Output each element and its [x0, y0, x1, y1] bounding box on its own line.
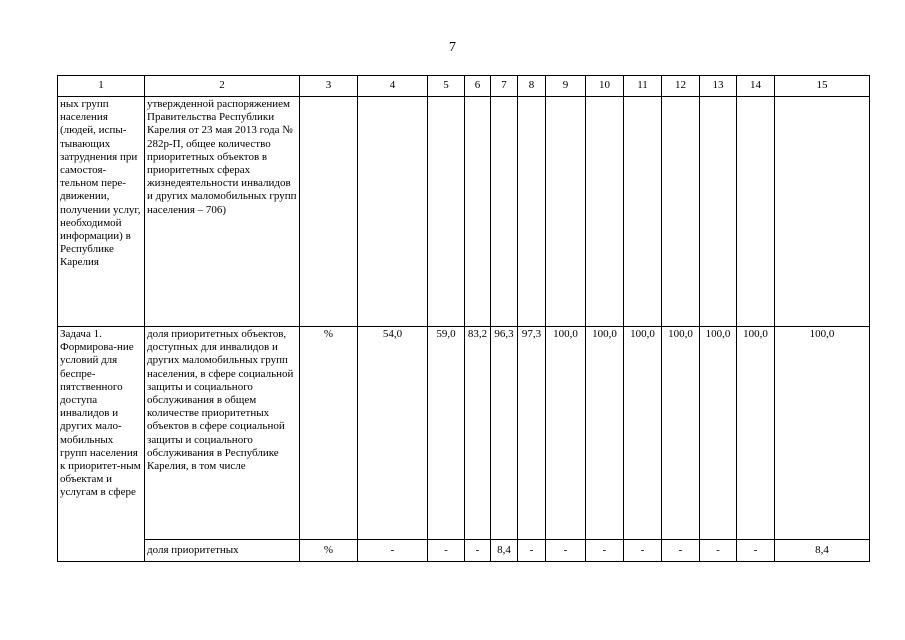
column-header: 12: [662, 76, 700, 97]
value-cell: [546, 97, 586, 327]
value-cell: [700, 97, 737, 327]
column-header: 15: [775, 76, 870, 97]
indicator-cell: доля приоритетных объектов, доступных для инвалидов и других маломобильных групп населения, в сфере социальной защиты и социального обслуживания в общем количестве приоритетных объектов в сфере социальной защиты и социального обслуживания в Республике Карелия, в том числе: [145, 327, 300, 540]
value-cell: [465, 97, 491, 327]
value-cell: 100,0: [700, 327, 737, 540]
value-cell: 8,4: [775, 540, 870, 562]
value-cell: [624, 97, 662, 327]
table-header-row: [58, 76, 870, 97]
value-cell: -: [586, 540, 624, 562]
value-cell: 100,0: [662, 327, 700, 540]
value-cell: 54,0: [358, 327, 428, 540]
value-cell: -: [662, 540, 700, 562]
column-header: 8: [518, 76, 546, 97]
column-header: 14: [737, 76, 775, 97]
value-cell: [518, 97, 546, 327]
indicator-cell: утвержденной распоряжением Правительства Республики Карелия от 23 мая 2013 года № 282р-П, общее количество приоритетных объектов в приоритетных сферах жизнедеятельности инвалидов и других маломобильных групп населения – 706): [145, 97, 300, 327]
value-cell: 100,0: [775, 327, 870, 540]
task-cell: Задача 1. Формирова-ние условий для беспре-пятственного доступа инвалидов и других мало-мобильных групп населения к приоритет-ным объектам и услугам в сфере: [58, 327, 145, 562]
value-cell: 100,0: [624, 327, 662, 540]
unit-cell: [300, 97, 358, 327]
column-header: 9: [546, 76, 586, 97]
value-cell: 83,2: [465, 327, 491, 540]
indicators-table: [57, 75, 870, 562]
value-cell: 100,0: [546, 327, 586, 540]
value-cell: [737, 97, 775, 327]
value-cell: 59,0: [428, 327, 465, 540]
value-cell: -: [465, 540, 491, 562]
value-cell: -: [428, 540, 465, 562]
column-header: 13: [700, 76, 737, 97]
unit-cell: %: [300, 540, 358, 562]
column-header: 7: [491, 76, 518, 97]
value-cell: [428, 97, 465, 327]
value-cell: [775, 97, 870, 327]
value-cell: 8,4: [491, 540, 518, 562]
value-cell: -: [624, 540, 662, 562]
value-cell: [662, 97, 700, 327]
table-row: [58, 327, 870, 540]
column-header: 4: [358, 76, 428, 97]
value-cell: [586, 97, 624, 327]
goal-cell: ных групп населения (людей, испы-тывающих затруднения при самостоя-тельном пере-движении, получении услуг, необходимой информации) в Республике Карелия: [58, 97, 145, 327]
value-cell: -: [358, 540, 428, 562]
column-header: 11: [624, 76, 662, 97]
page-number: 7: [449, 40, 456, 55]
value-cell: -: [518, 540, 546, 562]
value-cell: -: [737, 540, 775, 562]
value-cell: 100,0: [586, 327, 624, 540]
table-row: [58, 540, 870, 562]
value-cell: [358, 97, 428, 327]
column-header: 5: [428, 76, 465, 97]
unit-cell: %: [300, 327, 358, 540]
column-header: 6: [465, 76, 491, 97]
column-header: 2: [145, 76, 300, 97]
value-cell: -: [700, 540, 737, 562]
value-cell: 96,3: [491, 327, 518, 540]
table-row: [58, 97, 870, 327]
value-cell: [491, 97, 518, 327]
value-cell: 100,0: [737, 327, 775, 540]
column-header: 10: [586, 76, 624, 97]
column-header: 3: [300, 76, 358, 97]
column-header: 1: [58, 76, 145, 97]
indicator-cell: доля приоритетных: [145, 540, 300, 562]
value-cell: 97,3: [518, 327, 546, 540]
value-cell: -: [546, 540, 586, 562]
